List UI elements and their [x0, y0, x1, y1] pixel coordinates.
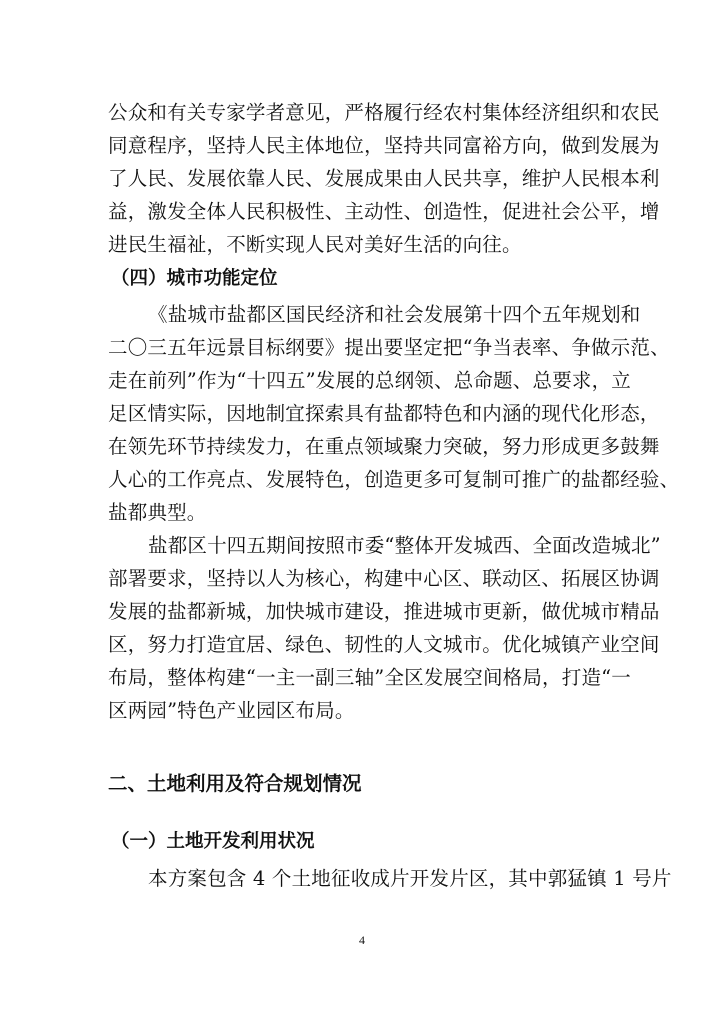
paragraph-line: 了人民、发展依靠人民、发展成果由人民共享，维护人民根本利 [108, 167, 660, 190]
paragraph-line: 盐都区十四五期间按照市委“整体开发城西、全面改造城北” [148, 534, 661, 557]
paragraph-line: 益，激发全体人民积极性、主动性、创造性，促进社会公平，增 [108, 200, 660, 223]
paragraph-line: 区两园”特色产业园区布局。 [108, 699, 355, 722]
paragraph-line: 盐都典型。 [108, 501, 207, 524]
paragraph-line: 进民生福祉，不断实现人民对美好生活的向往。 [108, 233, 522, 256]
paragraph-line: 公众和有关专家学者意见，严格履行经农村集体经济组织和农民 [108, 101, 660, 124]
paragraph-line: 本方案包含 4 个土地征收成片开发片区，其中郭猛镇 1 号片 [148, 867, 672, 890]
paragraph-line: 在领先环节持续发力，在重点领域聚力突破，努力形成更多鼓舞 [108, 435, 660, 458]
paragraph-line: 同意程序，坚持人民主体地位，坚持共同富裕方向，做到发展为 [108, 134, 660, 157]
paragraph-line: 布局，整体构建“一主一副三轴”全区发展空间格局，打造“一 [108, 666, 632, 689]
section-heading-city-function: （四）城市功能定位 [111, 268, 278, 289]
paragraph-line: 人心的工作亮点、发展特色，创造更多可复制可推广的盐都经验、 [108, 468, 680, 491]
paragraph-line: 二〇三五年远景目标纲要》提出要坚定把“争当表率、争做示范、 [108, 336, 670, 359]
paragraph-line: 区，努力打造宜居、绿色、韧性的人文城市。优化城镇产业空间 [108, 633, 660, 656]
paragraph-line: 发展的盐都新城，加快城市建设，推进城市更新，做优城市精品 [108, 600, 660, 623]
section-heading-land-development: （一）土地开发利用状况 [111, 831, 315, 852]
paragraph-line: 足区情实际，因地制宜探索具有盐都特色和内涵的现代化形态， [108, 402, 660, 425]
paragraph-line: 《盐城市盐都区国民经济和社会发展第十四个五年规划和 [148, 303, 641, 326]
page-number: 4 [359, 933, 365, 947]
paragraph-line: 部署要求，坚持以人为核心，构建中心区、联动区、拓展区协调 [108, 567, 660, 590]
chapter-heading-land-use: 二、土地利用及符合规划情况 [108, 772, 362, 795]
paragraph-line: 走在前列”作为“十四五”发展的总纲领、总命题、总要求，立 [108, 369, 632, 392]
